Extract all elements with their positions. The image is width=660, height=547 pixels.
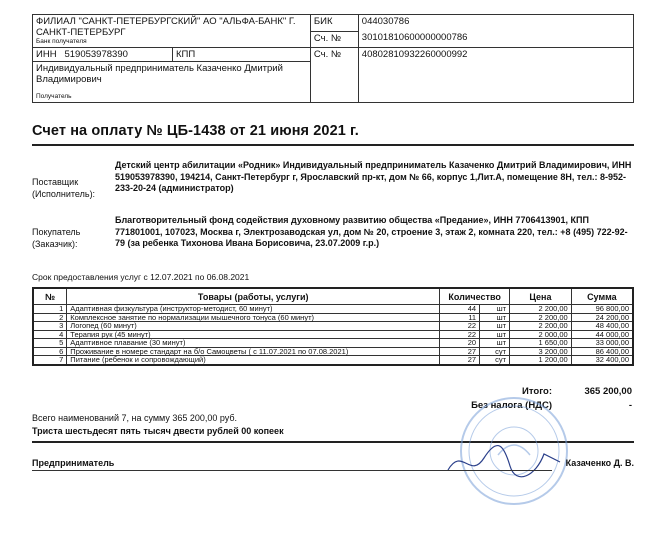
row-unit: шт xyxy=(480,313,510,322)
bank-name-cell xyxy=(33,15,311,48)
row-unit: сут xyxy=(480,347,510,356)
row-number: 7 xyxy=(33,356,67,365)
signature-icon xyxy=(440,436,580,486)
bik-label: БИК xyxy=(310,15,358,32)
row-sum: 48 400,00 xyxy=(571,322,633,331)
row-item-name: Питание (ребенок и сопровождающий) xyxy=(67,356,440,365)
title-divider xyxy=(32,144,634,146)
row-item-name: Адаптивная физкультура (инструктор-методист, 60 минут) xyxy=(67,305,440,314)
kpp-cell xyxy=(172,48,310,62)
bank-name: ФИЛИАЛ "САНКТ-ПЕТЕРБУРГСКИЙ" АО "АЛЬФА-БАНК" Г. САНКТ-ПЕТЕРБУРГ xyxy=(36,16,296,38)
row-unit: шт xyxy=(480,330,510,339)
row-item-name: Комплексное занятие по нормализации мышечного тонуса (60 минут) xyxy=(67,313,440,322)
row-number: 2 xyxy=(33,313,67,322)
row-price: 3 200,00 xyxy=(510,347,572,356)
vat-value: - xyxy=(628,400,632,411)
row-price: 2 200,00 xyxy=(510,305,572,314)
items-header-row xyxy=(33,288,633,305)
row-item-name: Адаптивное плавание (30 минут) xyxy=(67,339,440,348)
row-quantity: 27 xyxy=(440,347,480,356)
row-sum: 96 800,00 xyxy=(571,305,633,314)
row-item-name: Логопед (60 минут) xyxy=(67,322,440,331)
row-price: 2 200,00 xyxy=(510,322,572,331)
row-price: 2 000,00 xyxy=(510,330,572,339)
account-label: Сч. № xyxy=(310,48,358,103)
bank-caption: Банк получателя xyxy=(36,38,87,45)
supplier-block xyxy=(32,160,634,208)
col-sum-header: Сумма xyxy=(571,288,633,305)
row-quantity: 20 xyxy=(440,339,480,348)
inn-label: ИНН xyxy=(36,49,57,60)
buyer-value: Благотворительный фонд содействия духовному развитию общества «Предание», ИНН 7706413901, КПП 771801001, 107023, Москва г, Электрозаводская ул, дом № 20, строение 3, этаж 2, комната 220, тел.: +8 (495) 722-92-79 (за ребенка Тихонова Ивана Борисовича, 23.07.2009 г.р.) xyxy=(115,215,628,248)
col-price-header: Цена xyxy=(510,288,572,305)
col-number-header: № xyxy=(33,288,67,305)
row-number: 5 xyxy=(33,339,67,348)
row-sum: 32 400,00 xyxy=(571,356,633,365)
total-label: Итого: xyxy=(522,386,552,397)
row-unit: шт xyxy=(480,305,510,314)
recipient-caption: Получатель xyxy=(36,93,72,100)
corr-account-label: Сч. № xyxy=(310,31,358,48)
supplier-label: Поставщик (Исполнитель): xyxy=(32,177,96,199)
buyer-block xyxy=(32,215,634,263)
row-sum: 44 000,00 xyxy=(571,330,633,339)
row-sum: 24 200,00 xyxy=(571,313,633,322)
row-quantity: 22 xyxy=(440,322,480,331)
sum-in-words: Триста шестьдесят пять тысяч двести рублей 00 копеек xyxy=(32,426,284,436)
row-unit: шт xyxy=(480,322,510,331)
row-quantity: 11 xyxy=(440,313,480,322)
account-value: 40802810932260000992 xyxy=(358,48,633,103)
row-unit: шт xyxy=(480,339,510,348)
row-sum: 86 400,00 xyxy=(571,347,633,356)
row-number: 1 xyxy=(33,305,67,314)
row-number: 6 xyxy=(33,347,67,356)
row-unit: сут xyxy=(480,356,510,365)
inn-cell xyxy=(33,48,173,62)
corr-account-value: 30101810600000000786 xyxy=(358,31,633,48)
items-table xyxy=(32,287,634,366)
inn-value: 519053978390 xyxy=(64,49,128,60)
row-price: 2 200,00 xyxy=(510,313,572,322)
row-quantity: 44 xyxy=(440,305,480,314)
row-item-name: Проживание в номере стандарт на б/о Самоцветы ( с 11.07.2021 по 07.08.2021) xyxy=(67,347,440,356)
kpp-label: КПП xyxy=(175,49,196,60)
table-row xyxy=(33,356,633,365)
row-item-name: Терапия рук (45 минут) xyxy=(67,330,440,339)
invoice-title: Счет на оплату № ЦБ-1438 от 21 июня 2021 г. xyxy=(32,123,359,139)
bik-value: 044030786 xyxy=(358,15,633,32)
supplier-value: Детский центр абилитации «Родник» Индивидуальный предприниматель Казаченко Дмитрий Владимирович, ИНН 519053978390, 194214, Санкт-Петербург г, Ярославский пр-кт, дом № 66, корпус 1,Лит.А, помещение 8Н, тел.: 8-952-233-20-24 (администратор) xyxy=(115,160,632,193)
vat-label: Без налога (НДС) xyxy=(471,400,552,411)
row-quantity: 22 xyxy=(440,330,480,339)
bank-details-table xyxy=(32,14,634,103)
row-quantity: 27 xyxy=(440,356,480,365)
row-price: 1 650,00 xyxy=(510,339,572,348)
total-value: 365 200,00 xyxy=(584,386,632,397)
recipient-cell xyxy=(33,62,311,103)
col-qty-header: Количество xyxy=(440,288,510,305)
recipient-name: Индивидуальный предприниматель Казаченко Дмитрий Владимирович xyxy=(36,63,283,85)
row-number: 4 xyxy=(33,330,67,339)
signer-role: Предприниматель xyxy=(32,458,115,468)
row-price: 1 200,00 xyxy=(510,356,572,365)
signature-line xyxy=(32,470,552,471)
row-sum: 33 000,00 xyxy=(571,339,633,348)
row-number: 3 xyxy=(33,322,67,331)
items-summary: Всего наименований 7, на сумму 365 200,00 руб. xyxy=(32,413,238,423)
col-goods-header: Товары (работы, услуги) xyxy=(67,288,440,305)
signer-name: Казаченко Д. В. xyxy=(565,458,634,468)
service-period: Срок предоставления услуг с 12.07.2021 по 06.08.2021 xyxy=(32,272,250,282)
table-row xyxy=(33,322,633,331)
table-row xyxy=(33,339,633,348)
buyer-label: Покупатель (Заказчик): xyxy=(32,227,81,249)
table-row xyxy=(33,305,633,314)
